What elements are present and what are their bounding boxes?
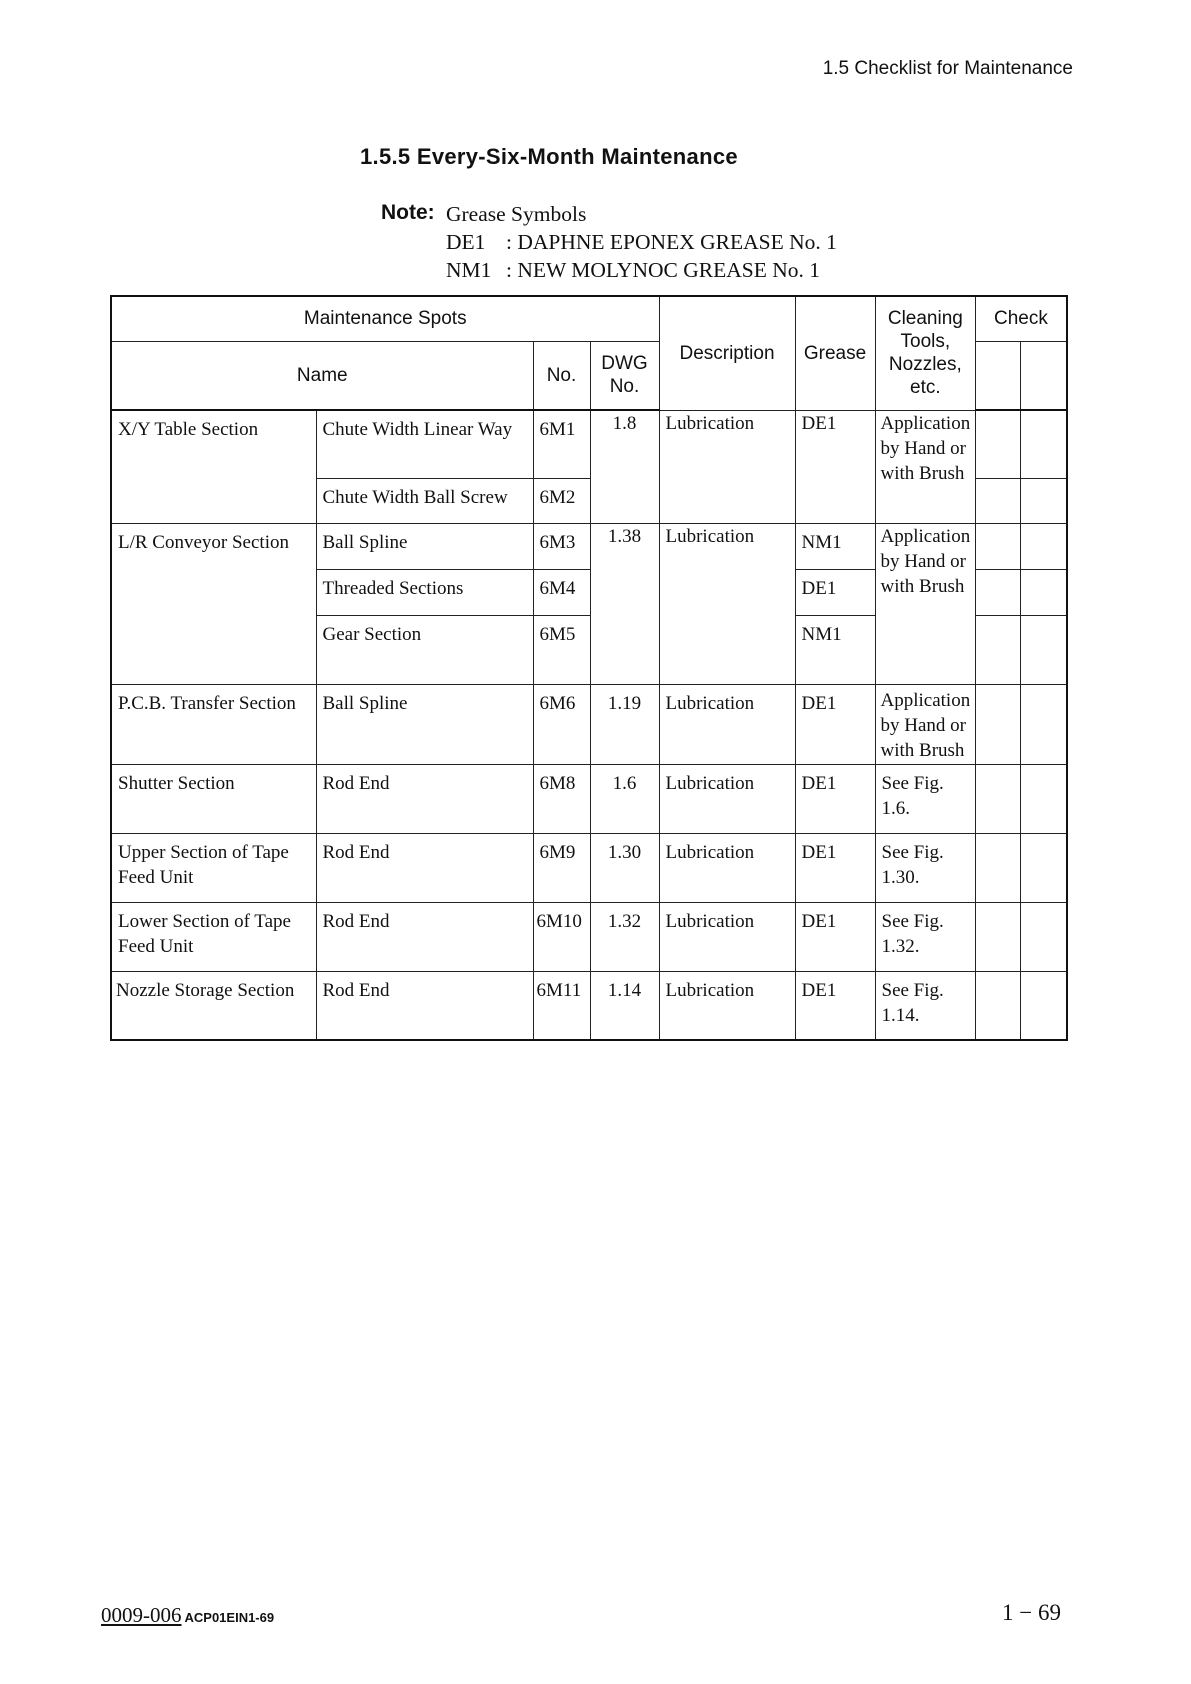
section-name: P.C.B. Transfer Section	[118, 692, 296, 714]
table-row	[111, 684, 1067, 764]
table-row	[111, 971, 1067, 1040]
spot-name: Rod End	[322, 979, 390, 1001]
section-name: Upper Section of Tape Feed Unit	[118, 841, 289, 888]
grease: NM1	[801, 531, 842, 553]
check-box-1[interactable]	[976, 615, 1021, 684]
check-box-1[interactable]	[976, 569, 1021, 615]
maintenance-table	[110, 295, 1068, 1041]
grease-symbol-code: NM1	[446, 258, 492, 282]
header-name: Name	[111, 341, 533, 410]
spot-no: 6M9	[539, 841, 576, 863]
dwg-no: 1.38	[590, 523, 659, 684]
table-row	[111, 833, 1067, 902]
cleaning-tools: See Fig. 1.14.	[881, 979, 944, 1026]
spot-name: Rod End	[322, 772, 390, 794]
spot-name: Rod End	[322, 841, 390, 863]
footer-doc-id	[101, 1603, 274, 1628]
check-box-1[interactable]	[976, 478, 1021, 523]
description: Lubrication	[665, 979, 755, 1001]
grease: NM1	[801, 623, 842, 645]
note-heading: Grease Symbols	[446, 202, 587, 226]
grease-symbol-nm1	[446, 256, 837, 284]
cleaning-tools: Application by Hand or with Brush	[880, 525, 971, 597]
dwg-no: 1.19	[607, 692, 642, 714]
description: Lubrication	[665, 772, 755, 794]
dwg-no: 1.30	[607, 841, 642, 863]
spot-name: Ball Spline	[322, 692, 408, 714]
spot-no: 6M5	[539, 623, 576, 645]
check-box-2[interactable]	[1021, 569, 1067, 615]
header-check-2	[1021, 341, 1067, 410]
check-box-2[interactable]	[1021, 523, 1067, 569]
grease-symbol-desc: : DAPHNE EPONEX GREASE No. 1	[506, 230, 837, 254]
dwg-no: 1.14	[607, 979, 642, 1001]
check-box-2[interactable]	[1021, 615, 1067, 684]
spot-no: 6M2	[539, 486, 576, 508]
spot-name: Chute Width Ball Screw	[322, 486, 508, 508]
description: Lubrication	[665, 910, 755, 932]
spot-no: 6M10	[536, 910, 582, 932]
grease: DE1	[801, 841, 837, 863]
check-box-1[interactable]	[976, 684, 1021, 764]
dwg-no: 1.8	[590, 410, 659, 523]
description: Lubrication	[665, 841, 755, 863]
description: Lubrication	[665, 692, 755, 714]
page-number: 1 − 69	[1002, 1600, 1061, 1625]
description: Lubrication	[665, 412, 755, 434]
check-box-1[interactable]	[976, 833, 1021, 902]
section-name: Lower Section of Tape Feed Unit	[118, 910, 291, 957]
check-box-1[interactable]	[976, 971, 1021, 1040]
header-cleaning-tools: Cleaning Tools, Nozzles, etc.	[875, 296, 976, 410]
grease: DE1	[801, 692, 837, 714]
spot-name: Rod End	[322, 910, 390, 932]
spot-no: 6M4	[539, 577, 576, 599]
grease-symbol-code: DE1	[446, 230, 486, 254]
cleaning-tools: Application by Hand or with Brush	[880, 412, 971, 484]
running-header: 1.5 Checklist for Maintenance	[822, 58, 1073, 79]
doc-number: 0009-006	[101, 1603, 182, 1627]
cleaning-tools: See Fig. 1.32.	[881, 910, 944, 957]
header-description: Description	[659, 296, 795, 410]
header-maintenance-spots: Maintenance Spots	[111, 296, 659, 341]
check-box-2[interactable]	[1021, 764, 1067, 833]
cleaning-tools: Application by Hand or with Brush	[880, 689, 971, 761]
check-box-2[interactable]	[1021, 410, 1067, 478]
grease: DE1	[801, 910, 837, 932]
header-grease: Grease	[795, 296, 875, 410]
spot-no: 6M3	[539, 531, 576, 553]
section-name: X/Y Table Section	[118, 419, 259, 440]
grease: DE1	[801, 772, 837, 794]
header-check-1	[976, 341, 1021, 410]
check-box-1[interactable]	[976, 410, 1021, 478]
grease: DE1	[801, 979, 837, 1001]
section-name: Nozzle Storage Section	[116, 979, 295, 1001]
check-box-2[interactable]	[1021, 684, 1067, 764]
spot-name: Gear Section	[322, 623, 422, 645]
check-box-2[interactable]	[1021, 833, 1067, 902]
check-box-1[interactable]	[976, 523, 1021, 569]
grease-symbol-de1	[446, 228, 837, 256]
spot-name: Threaded Sections	[322, 577, 464, 599]
spot-no: 6M1	[539, 419, 576, 440]
section-name: Shutter Section	[118, 772, 235, 794]
spot-no: 6M11	[536, 979, 582, 1001]
header-no: No.	[533, 341, 590, 410]
grease-symbol-desc: : NEW MOLYNOC GREASE No. 1	[506, 258, 820, 282]
table-row	[111, 902, 1067, 971]
header-dwg-no: DWG No.	[590, 341, 659, 410]
section-name: L/R Conveyor Section	[118, 531, 289, 553]
spot-name: Ball Spline	[322, 531, 408, 553]
table-row	[111, 410, 1067, 478]
check-box-1[interactable]	[976, 902, 1021, 971]
description: Lubrication	[665, 525, 755, 547]
table-row	[111, 764, 1067, 833]
cleaning-tools: See Fig. 1.30.	[881, 841, 944, 888]
grease: DE1	[801, 577, 837, 599]
check-box-2[interactable]	[1021, 478, 1067, 523]
doc-code: ACP01EIN1-69	[184, 1610, 275, 1625]
spot-no: 6M6	[539, 692, 576, 714]
check-box-2[interactable]	[1021, 902, 1067, 971]
dwg-no: 1.6	[612, 772, 637, 794]
grease: DE1	[801, 412, 837, 434]
table-row	[111, 523, 1067, 569]
check-box-1[interactable]	[976, 764, 1021, 833]
note-label: Note:	[381, 201, 435, 224]
spot-no: 6M8	[539, 772, 576, 794]
spot-name: Chute Width Linear Way	[322, 419, 513, 440]
header-check: Check	[976, 296, 1067, 341]
section-title: 1.5.5 Every-Six-Month Maintenance	[360, 144, 738, 169]
check-box-2[interactable]	[1021, 971, 1067, 1040]
cleaning-tools: See Fig. 1.6.	[881, 772, 944, 819]
dwg-no: 1.32	[607, 910, 642, 932]
